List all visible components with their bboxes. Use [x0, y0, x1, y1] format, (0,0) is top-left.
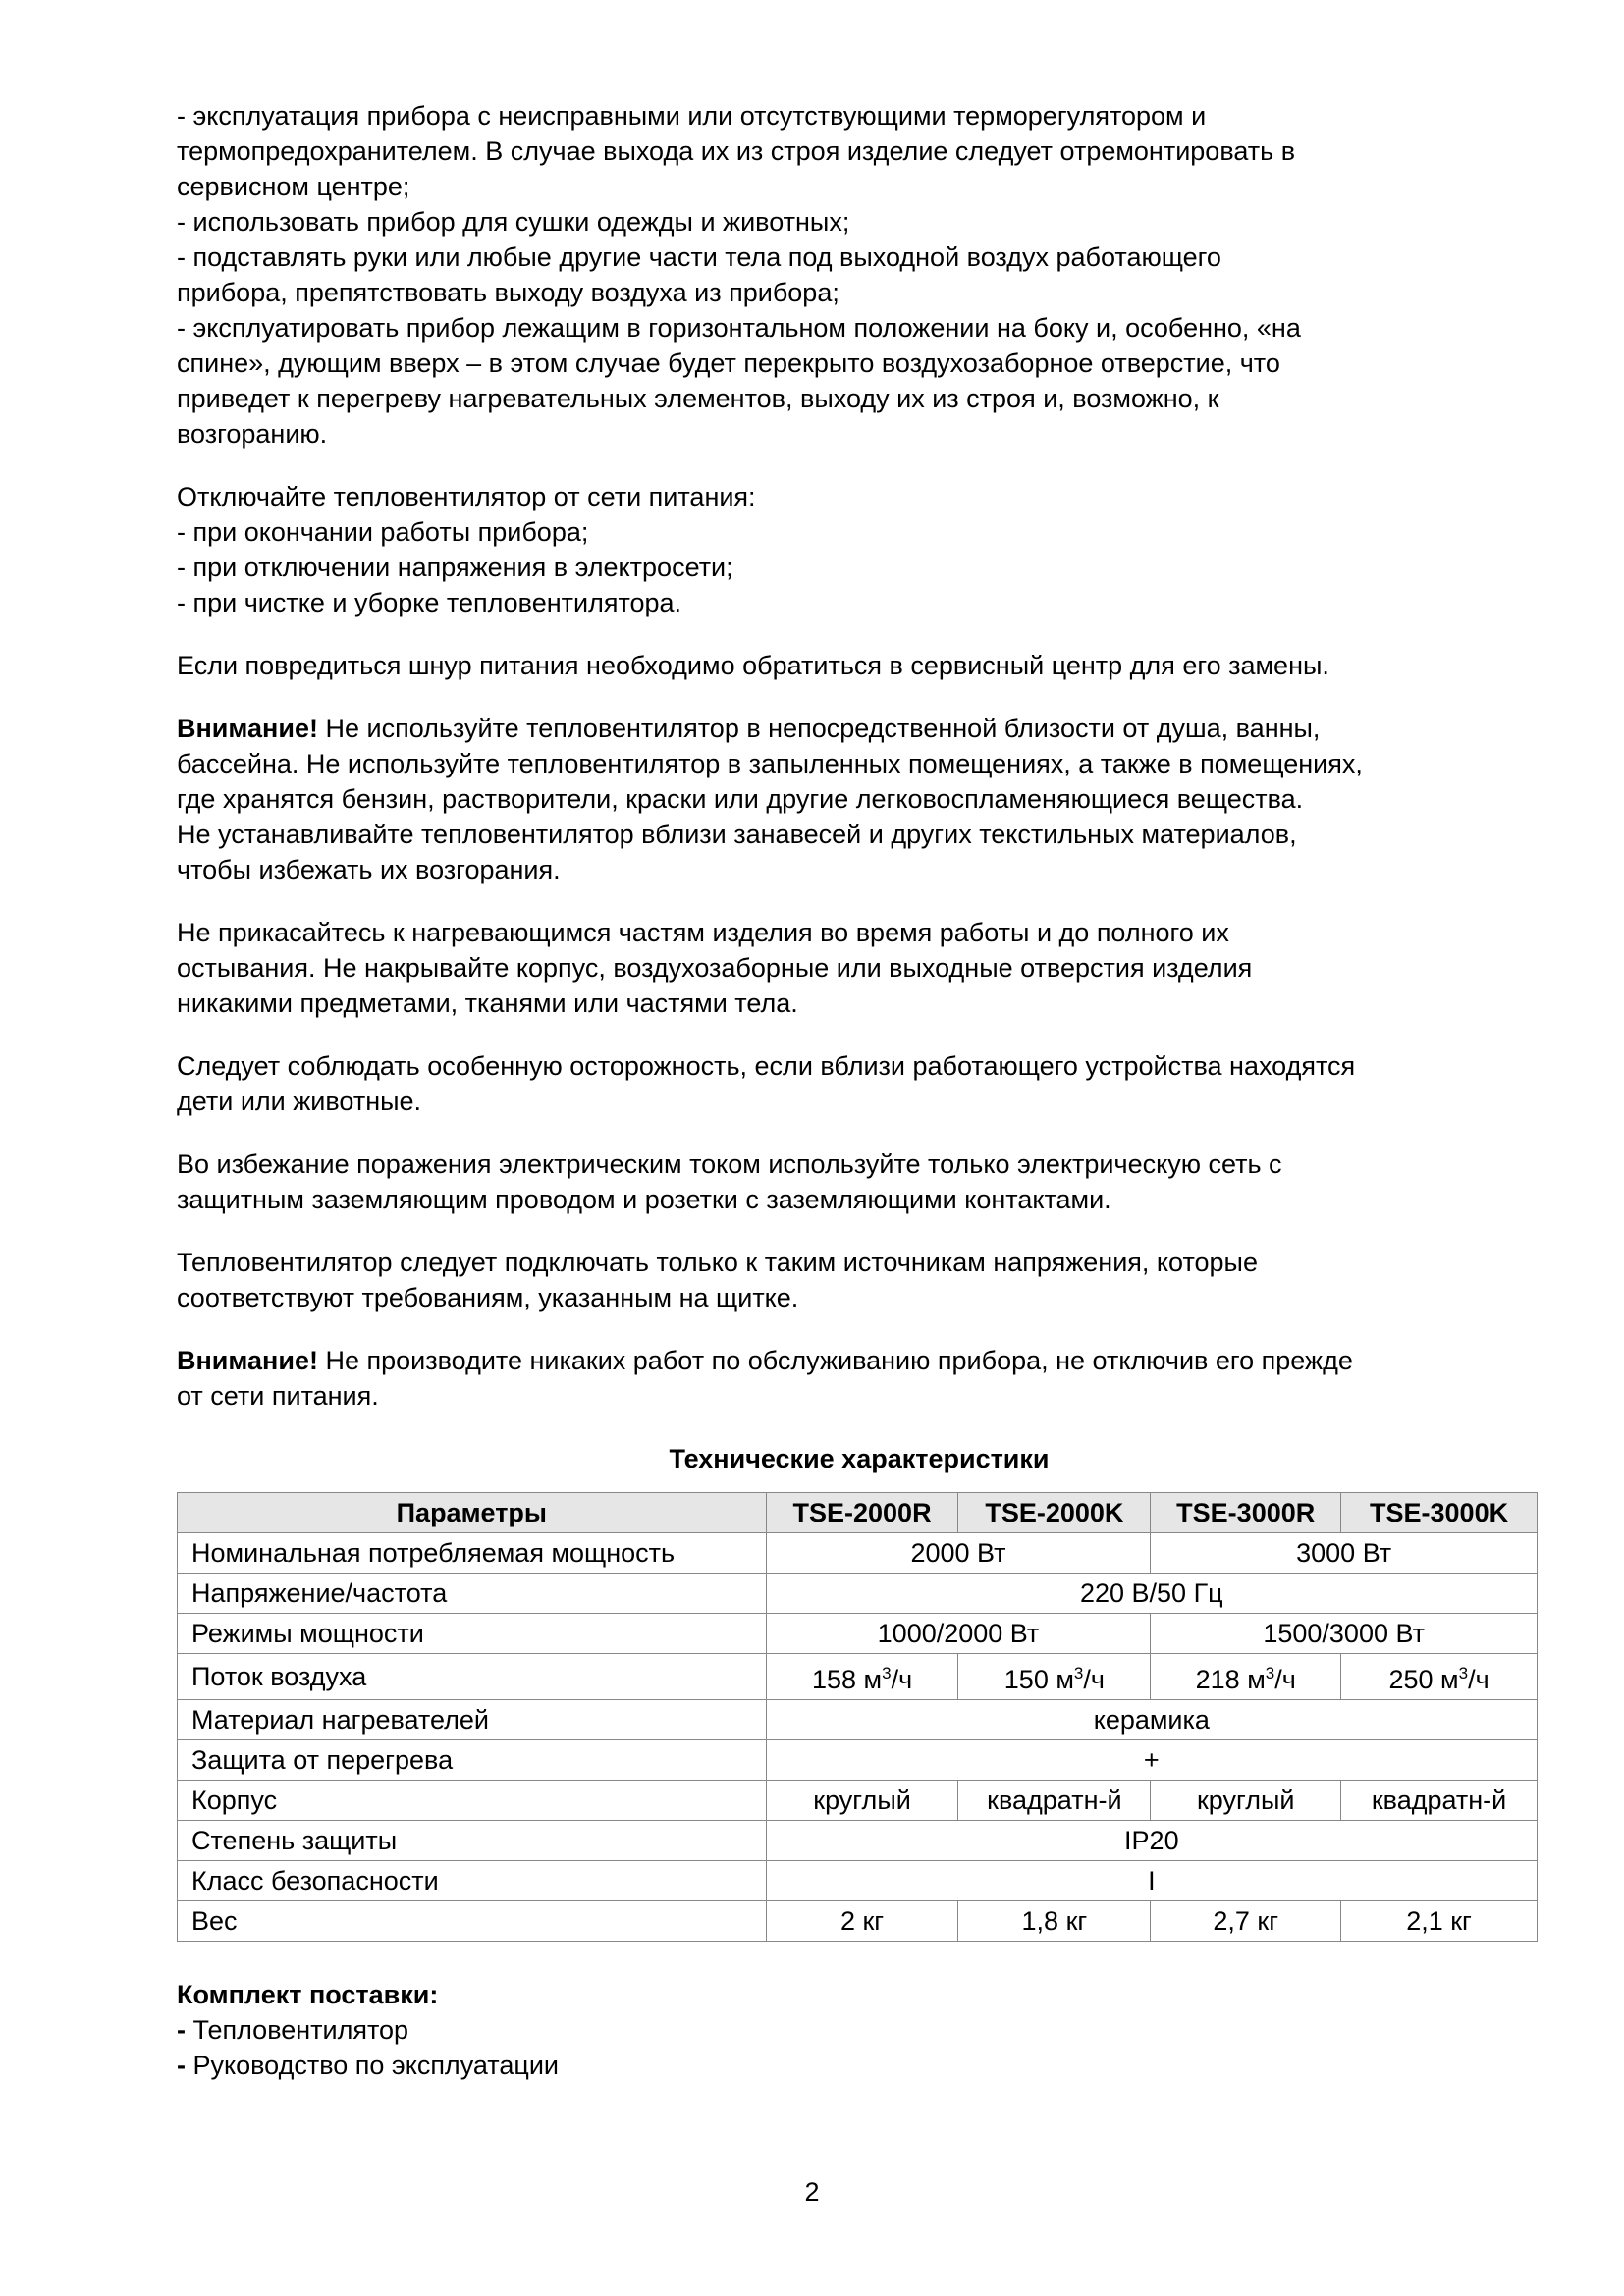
- text-line: никакими предметами, тканями или частями тела.: [177, 988, 798, 1018]
- delivery-set: [177, 1977, 1542, 2083]
- text-line: - эксплуатация прибора с неисправными или отсутствующими терморегулятором и: [177, 101, 1207, 131]
- table-cell: круглый: [1151, 1781, 1341, 1821]
- text-line: [177, 711, 1542, 746]
- spec-header-row: [178, 1493, 1538, 1533]
- table-row: [178, 1740, 1538, 1781]
- table-row: [178, 1574, 1538, 1614]
- warning-label: Внимание!: [177, 1346, 318, 1375]
- text-line: защитным заземляющим проводом и розетки с заземляющими контактами.: [177, 1185, 1111, 1214]
- text-line: чтобы избежать их возгорания.: [177, 855, 561, 884]
- spec-title: Технические характеристики: [669, 1444, 1050, 1473]
- table-cell: 1500/3000 Вт: [1151, 1614, 1538, 1654]
- warning-text: Не производите никаких работ по обслуживанию прибора, не отключив его прежде: [325, 1346, 1353, 1375]
- text-line: соответствуют требованиям, указанным на щитке.: [177, 1283, 799, 1312]
- table-cell: +: [766, 1740, 1537, 1781]
- warning-label: Внимание!: [177, 714, 318, 743]
- text-line: - при отключении напряжения в электросети;: [177, 553, 733, 582]
- header-model: TSE-3000K: [1341, 1493, 1538, 1533]
- table-cell: 2 кг: [766, 1901, 958, 1942]
- table-cell: 250 $м^3/ч$: [1341, 1654, 1538, 1700]
- text-line: Следует соблюдать особенную осторожность, если вблизи работающего устройства находятся: [177, 1051, 1356, 1081]
- table-cell: 150 $м^3/ч$: [958, 1654, 1151, 1700]
- table-cell: 3000 Вт: [1151, 1533, 1538, 1574]
- table-row: [178, 1700, 1538, 1740]
- list-item: - Руководство по эксплуатации: [177, 2051, 560, 2080]
- text-line: - эксплуатировать прибор лежащим в горизонтальном положении на боку и, особенно, «на: [177, 313, 1301, 343]
- text-line: где хранятся бензин, растворители, краски или другие легковоспламеняющиеся вещества.: [177, 784, 1304, 814]
- table-cell: 1000/2000 Вт: [766, 1614, 1151, 1654]
- table-cell: 2000 Вт: [766, 1533, 1151, 1574]
- table-cell: 1,8 кг: [958, 1901, 1151, 1942]
- prohibitions-list: [177, 98, 1542, 452]
- param-label: Корпус: [178, 1781, 767, 1821]
- table-cell: 2,1 кг: [1341, 1901, 1538, 1942]
- table-cell: 220 В/50 Гц: [766, 1574, 1537, 1614]
- warning-text: Не используйте тепловентилятор в непосредственной близости от душа, ванны,: [325, 714, 1321, 743]
- header-params: Параметры: [178, 1493, 767, 1533]
- text-line: Если повредиться шнур питания необходимо обратиться в сервисный центр для его замены.: [177, 651, 1329, 680]
- table-row: [178, 1781, 1538, 1821]
- disconnect-instructions: [177, 479, 1542, 620]
- text-line: - при чистке и уборке тепловентилятора.: [177, 588, 682, 617]
- table-row: [178, 1654, 1538, 1700]
- text-line: термопредохранителем. В случае выхода их из строя изделие следует отремонтировать в: [177, 136, 1296, 166]
- text-line: возгоранию.: [177, 419, 328, 449]
- text-line: прибора, препятствовать выходу воздуха из прибора;: [177, 278, 839, 307]
- table-cell: I: [766, 1861, 1537, 1901]
- text-line: - использовать прибор для сушки одежды и животных;: [177, 207, 850, 237]
- param-label: Защита от перегрева: [178, 1740, 767, 1781]
- table-cell: IP20: [766, 1821, 1537, 1861]
- text-line: приведет к перегреву нагревательных элементов, выходу их из строя и, возможно, к: [177, 384, 1219, 413]
- text-line: Во избежание поражения электрическим током используйте только электрическую сеть с: [177, 1149, 1282, 1179]
- table-cell: 2,7 кг: [1151, 1901, 1341, 1942]
- text-line: - при окончании работы прибора;: [177, 517, 589, 547]
- table-row: [178, 1614, 1538, 1654]
- document-page: [177, 98, 1542, 2083]
- param-label: Поток воздуха: [178, 1654, 767, 1700]
- table-cell: 158 $м^3/ч$: [766, 1654, 958, 1700]
- header-model: TSE-2000K: [958, 1493, 1151, 1533]
- table-row: [178, 1901, 1538, 1942]
- list-item: - Тепловентилятор: [177, 2015, 409, 2045]
- param-label: Вес: [178, 1901, 767, 1942]
- power-cord-note: [177, 648, 1542, 683]
- table-cell: квадратн-й: [1341, 1781, 1538, 1821]
- text-line: от сети питания.: [177, 1381, 379, 1411]
- header-model: TSE-2000R: [766, 1493, 958, 1533]
- text-line: Отключайте тепловентилятор от сети питания:: [177, 482, 756, 511]
- param-label: Материал нагревателей: [178, 1700, 767, 1740]
- spec-table: [177, 1492, 1538, 1942]
- param-label: Класс безопасности: [178, 1861, 767, 1901]
- text-line: Не прикасайтесь к нагревающимся частям изделия во время работы и до полного их: [177, 918, 1229, 947]
- page-number: 2: [804, 2177, 820, 2207]
- param-label: Напряжение/частота: [178, 1574, 767, 1614]
- text-line: остывания. Не накрывайте корпус, воздухозаборные или выходные отверстия изделия: [177, 953, 1253, 983]
- table-row: [178, 1861, 1538, 1901]
- table-cell: керамика: [766, 1700, 1537, 1740]
- param-label: Степень защиты: [178, 1821, 767, 1861]
- table-row: [178, 1533, 1538, 1574]
- grounding-note: [177, 1147, 1542, 1217]
- table-row: [178, 1821, 1538, 1861]
- voltage-note: [177, 1245, 1542, 1315]
- children-note: [177, 1048, 1542, 1119]
- hot-parts-note: [177, 915, 1542, 1021]
- text-line: - подставлять руки или любые другие части тела под выходной воздух работающего: [177, 242, 1221, 272]
- warning-placement: [177, 711, 1542, 887]
- table-cell: квадратн-й: [958, 1781, 1151, 1821]
- text-line: дети или животные.: [177, 1087, 422, 1116]
- header-model: TSE-3000R: [1151, 1493, 1341, 1533]
- table-cell: 218 $м^3/ч$: [1151, 1654, 1341, 1700]
- text-line: [177, 1343, 1542, 1378]
- text-line: сервисном центре;: [177, 172, 410, 201]
- delivery-set-title: Комплект поставки:: [177, 1980, 439, 2009]
- text-line: Не устанавливайте тепловентилятор вблизи занавесей и других текстильных материалов,: [177, 820, 1297, 849]
- text-line: бассейна. Не используйте тепловентилятор в запыленных помещениях, а также в помещениях,: [177, 749, 1363, 778]
- param-label: Режимы мощности: [178, 1614, 767, 1654]
- table-cell: круглый: [766, 1781, 958, 1821]
- text-line: Тепловентилятор следует подключать только к таким источникам напряжения, которые: [177, 1248, 1258, 1277]
- warning-maintenance: [177, 1343, 1542, 1414]
- param-label: Номинальная потребляемая мощность: [178, 1533, 767, 1574]
- text-line: спине», дующим вверх – в этом случае будет перекрыто воздухозаборное отверстие, что: [177, 348, 1280, 378]
